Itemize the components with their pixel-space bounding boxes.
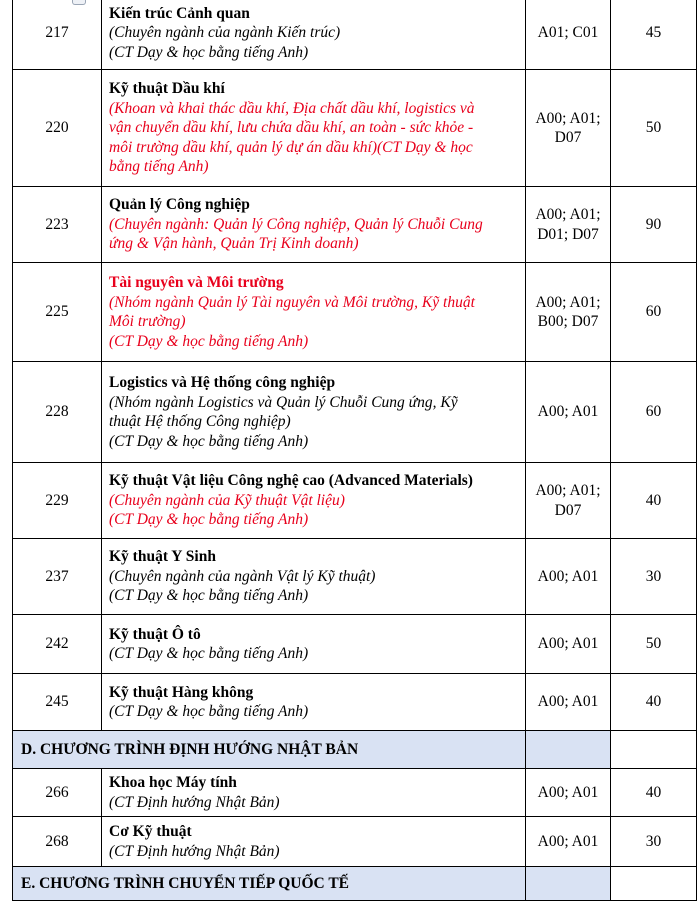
program-description xyxy=(109,491,519,530)
table-row xyxy=(13,463,697,539)
description-line: (Chuyên ngành: Quản lý Công nghiệp, Quản lý Chuỗi Cung xyxy=(109,215,483,233)
description-line: Môi trường) xyxy=(109,313,186,330)
combination-line: D07 xyxy=(554,129,582,146)
program-name-cell xyxy=(102,362,526,463)
combination-line: A00; A01; xyxy=(535,109,601,127)
section-header-row xyxy=(13,867,697,901)
program-code: 229 xyxy=(13,463,102,539)
description-line: vận chuyển dầu khí, lưu chứa dầu khí, an toàn - sức khỏe - xyxy=(109,119,474,137)
table-row xyxy=(13,263,697,362)
program-title: Logistics và Hệ thống công nghiệp xyxy=(109,374,336,391)
section-title: E. CHƯƠNG TRÌNH CHUYỂN TIẾP QUỐC TẾ xyxy=(13,867,526,901)
description-line: (CT Dạy & học bằng tiếng Anh) xyxy=(109,432,309,450)
combination-line: A00; A01 xyxy=(537,832,599,850)
program-name-cell xyxy=(102,674,526,731)
description-line: (CT Định hướng Nhật Bản) xyxy=(109,793,280,811)
program-title: Kỹ thuật Vật liệu Công nghệ cao (Advanced Materials) xyxy=(109,472,473,490)
subject-combination xyxy=(526,362,611,463)
quota: 30 xyxy=(611,539,697,615)
combination-line: A01; C01 xyxy=(537,24,599,42)
combination-line: A00; A01 xyxy=(537,783,599,801)
description-line: (CT Dạy & học bằng tiếng Anh) xyxy=(109,332,309,350)
program-name-cell xyxy=(102,263,526,362)
combination-line: A00; A01; xyxy=(535,293,601,311)
combination-line: D07 xyxy=(554,501,582,519)
subject-combination xyxy=(526,539,611,615)
quota: 45 xyxy=(611,0,697,70)
description-line: (CT Dạy & học bằng tiếng Anh) xyxy=(109,703,309,720)
program-code: 242 xyxy=(13,615,102,674)
program-code: 217 xyxy=(13,0,102,70)
program-title: Quản lý Công nghiệp xyxy=(109,196,250,214)
program-description xyxy=(109,215,519,254)
table-row xyxy=(13,674,697,731)
program-description xyxy=(109,644,519,664)
program-title: Khoa học Máy tính xyxy=(109,774,237,791)
description-line: (CT Dạy & học bằng tiếng Anh) xyxy=(109,511,309,529)
description-line: (CT Định hướng Nhật Bản) xyxy=(109,842,280,860)
program-code: 220 xyxy=(13,70,102,187)
description-line: (Nhóm ngành Quản lý Tài nguyên và Môi trường, Kỹ thuật xyxy=(109,293,475,311)
section-cell xyxy=(611,867,697,901)
program-title: Kỹ thuật Ô tô xyxy=(109,625,201,643)
description-line: ứng & Vận hành, Quản Trị Kinh doanh) xyxy=(109,235,359,253)
combination-line: A00; A01; xyxy=(535,482,601,499)
program-code: 237 xyxy=(13,539,102,615)
program-name-cell xyxy=(102,0,526,70)
program-description xyxy=(109,293,519,352)
combination-line: A00; A01 xyxy=(537,635,599,653)
program-description xyxy=(109,842,519,862)
program-title: Tài nguyên và Môi trường xyxy=(109,274,284,291)
subject-combination xyxy=(526,769,611,817)
program-description xyxy=(109,99,519,177)
combination-line: B00; D07 xyxy=(537,313,599,330)
subject-combination xyxy=(526,463,611,539)
section-title: D. CHƯƠNG TRÌNH ĐỊNH HƯỚNG NHẬT BẢN xyxy=(13,731,526,769)
program-name-cell xyxy=(102,187,526,263)
program-description xyxy=(109,23,519,62)
program-code: 223 xyxy=(13,187,102,263)
quota: 60 xyxy=(611,362,697,463)
program-description xyxy=(109,702,519,722)
quota: 50 xyxy=(611,615,697,674)
description-line: (CT Dạy & học bằng tiếng Anh) xyxy=(109,587,309,605)
table-row xyxy=(13,187,697,263)
subject-combination xyxy=(526,674,611,731)
table-row xyxy=(13,70,697,187)
program-title: Kỹ thuật Y Sinh xyxy=(109,548,216,566)
program-name-cell xyxy=(102,769,526,817)
table-row xyxy=(13,362,697,463)
description-line: bằng tiếng Anh) xyxy=(109,158,209,176)
program-code: 225 xyxy=(13,263,102,362)
description-line: (Khoan và khai thác dầu khí, Địa chất dầu khí, logistics và xyxy=(109,99,475,117)
program-code: 266 xyxy=(13,769,102,817)
description-line: (CT Dạy & học bằng tiếng Anh) xyxy=(109,645,309,662)
admissions-table xyxy=(12,0,697,901)
program-name-cell xyxy=(102,539,526,615)
quota: 40 xyxy=(611,674,697,731)
description-line: (Chuyên ngành của ngành Vật lý Kỹ thuật) xyxy=(109,567,376,585)
description-line: thuật Hệ thống Công nghiệp) xyxy=(109,413,291,430)
combination-line: A00; A01 xyxy=(537,693,599,711)
description-line: (CT Dạy & học bằng tiếng Anh) xyxy=(109,43,309,61)
table-row xyxy=(13,0,697,70)
subject-combination xyxy=(526,615,611,674)
program-description xyxy=(109,393,519,452)
description-line: môi trường dầu khí, quản lý dự án dầu khí)(CT Dạy & học xyxy=(109,138,473,156)
quota: 90 xyxy=(611,187,697,263)
program-description xyxy=(109,793,519,813)
description-line: (Chuyên ngành của Kỹ thuật Vật liệu) xyxy=(109,491,345,509)
description-line: (Nhóm ngành Logistics và Quản lý Chuỗi Cung ứng, Kỹ xyxy=(109,393,458,411)
program-name-cell xyxy=(102,463,526,539)
subject-combination xyxy=(526,70,611,187)
quota: 40 xyxy=(611,463,697,539)
description-line: (Chuyên ngành của ngành Kiến trúc) xyxy=(109,24,341,42)
program-code: 268 xyxy=(13,817,102,867)
subject-combination xyxy=(526,817,611,867)
combination-line: A00; A01; xyxy=(535,206,601,223)
program-code: 245 xyxy=(13,674,102,731)
table-row xyxy=(13,539,697,615)
combination-line: A00; A01 xyxy=(537,567,599,585)
subject-combination xyxy=(526,263,611,362)
table-row xyxy=(13,615,697,674)
quota: 30 xyxy=(611,817,697,867)
program-code: 228 xyxy=(13,362,102,463)
section-cell xyxy=(526,731,611,769)
program-name-cell xyxy=(102,70,526,187)
quota: 50 xyxy=(611,70,697,187)
table-body xyxy=(13,0,697,901)
quota: 40 xyxy=(611,769,697,817)
combination-line: D01; D07 xyxy=(537,225,599,243)
combination-line: A00; A01 xyxy=(537,403,599,421)
program-title: Cơ Kỹ thuật xyxy=(109,823,192,840)
table-row xyxy=(13,817,697,867)
program-name-cell xyxy=(102,615,526,674)
program-description xyxy=(109,567,519,606)
section-cell xyxy=(526,867,611,901)
program-title: Kỹ thuật Dầu khí xyxy=(109,80,225,98)
section-header-row xyxy=(13,731,697,769)
program-title: Kỹ thuật Hàng không xyxy=(109,683,254,701)
section-cell xyxy=(611,731,697,769)
subject-combination xyxy=(526,187,611,263)
program-title: Kiến trúc Cảnh quan xyxy=(109,4,250,22)
subject-combination xyxy=(526,0,611,70)
program-name-cell xyxy=(102,817,526,867)
quota: 60 xyxy=(611,263,697,362)
table-row xyxy=(13,769,697,817)
